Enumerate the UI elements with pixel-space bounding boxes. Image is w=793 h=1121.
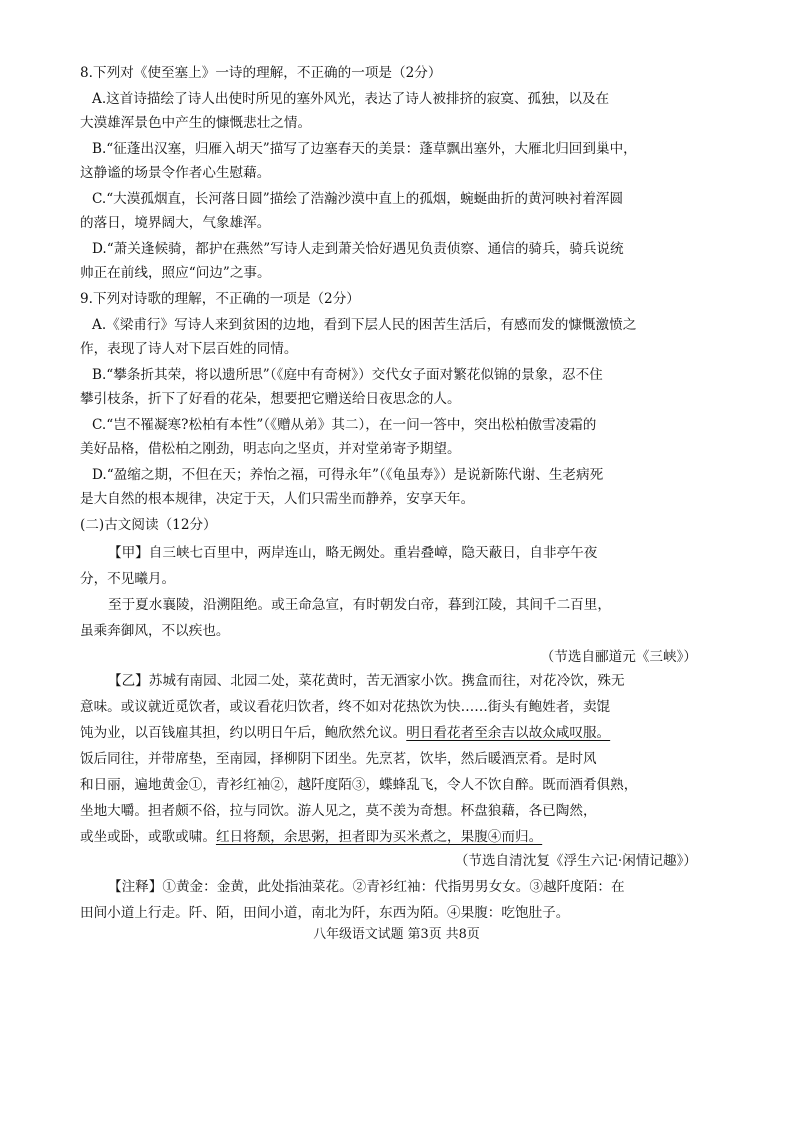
passage-jia-source: （节选自郦道元《三峡》）	[540, 649, 697, 665]
passage-yi-line3-text: 饨为业，以百钱雇其担，约以明日午后，鲍欣然允议。	[80, 725, 407, 741]
q9-option-a-line2: 作，表现了诗人对下层百姓的同情。	[80, 341, 298, 357]
page-footer: 八年级语文试题 第3页 共8页	[313, 927, 480, 942]
q8-option-a-line2: 大漠雄浑景色中产生的慷慨悲壮之情。	[80, 115, 312, 131]
passage-yi-line7	[80, 828, 542, 846]
q9-option-d-line1: D.“盈缩之期，不但在天；养怡之福，可得永年”（《龟虽寿》）是说新陈代谢、生老病死	[92, 467, 604, 483]
q9-stem: 9.下列对诗歌的理解，不正确的一项是（2分）	[80, 291, 360, 307]
passage-jia-line3: 至于夏水襄陵，沿溯阻绝。或王命急宣，有时朝发白帝，暮到江陵，其间千二百里，	[108, 597, 611, 613]
q8-option-b-line1: B.“征蓬出汉塞，归雁入胡天”描写了边塞春天的美景：蓬草飘出塞外，大雁北归回到巢中，	[92, 141, 637, 157]
q8-option-c-line1: C.“大漠孤烟直，长河落日圆”描绘了浩瀚沙漠中直上的孤烟，蜿蜒曲折的黄河映衬着浑圆	[92, 191, 624, 207]
annotation-line2: 田间小道上行走。阡、陌，田间小道，南北为阡，东西为陌。④果腹：吃饱肚子。	[80, 905, 570, 921]
passage-yi-source: （节选自清沈复《浮生六记·闲情记趣》）	[454, 853, 697, 869]
q9-option-c-line1: C.“岂不罹凝寒?松柏有本性”（《赠从弟》其二），在一问一答中，突出松柏傲雪凌霜的	[92, 417, 597, 433]
passage-yi-line3	[80, 724, 610, 742]
passage-yi-line2: 意味。或议就近觅饮者，或议看花归饮者，终不如对花热饮为快……街头有鲍姓者，卖馄	[80, 699, 611, 715]
underlined-sentence-2: 红日将颓，余思粥，担者即为买米煮之，果腹④而归。	[215, 829, 543, 845]
passage-yi-line4: 饭后同往，并带席垫，至南园，择柳阴下团坐。先烹茗，饮毕，然后暖酒烹肴。是时风	[80, 751, 597, 767]
q8-option-d-line1: D.“萧关逢候骑，都护在燕然”写诗人走到萧关恰好遇见负责侦察、通信的骑兵，骑兵说统	[92, 241, 624, 257]
passage-yi-line6: 坐地大嚼。担者颇不俗，拉与同饮。游人见之，莫不羡为奇想。杯盘狼藉，各已陶然，	[80, 803, 597, 819]
q9-option-c-line2: 美好品格，借松柏之刚劲，明志向之坚贞，并对堂弟寄予期望。	[80, 441, 461, 457]
annotation-line1: 【注释】①黄金：金黄，此处指油菜花。②青衫红袖：代指男男女女。③越阡度陌：在	[108, 879, 625, 895]
q8-option-d-line2: 帅正在前线，照应“问边”之事。	[80, 265, 271, 281]
underlined-sentence-1: 明日看花者至余吉以故众咸叹服。	[406, 725, 611, 741]
passage-yi-line5: 和日丽，遍地黄金①，青衫红袖②，越阡度陌③，蝶蜂乱飞，令人不饮自醉。既而酒肴俱熟，	[80, 777, 638, 793]
passage-jia-line2: 分，不见曦月。	[80, 571, 176, 587]
q8-option-b-line2: 这静谧的场景令作者心生慰藉。	[80, 165, 271, 181]
q9-option-b-line2: 攀引枝条，折下了好看的花朵，想要把它赠送给日夜思念的人。	[80, 391, 461, 407]
passage-jia-line1: 【甲】自三峡七百里中，两岸连山，略无阙处。重岩叠嶂，隐天蔽日，自非亭午夜	[108, 545, 598, 561]
q8-option-c-line2: 的落日，境界阔大，气象雄浑。	[80, 215, 271, 231]
passage-jia-line4: 虽乘奔御风，不以疾也。	[80, 623, 230, 639]
section-heading: (二)古文阅读（12分）	[80, 517, 217, 533]
passage-yi-line7-text: 或坐或卧，或歌或啸。	[80, 829, 216, 845]
passage-yi-line1: 【乙】苏城有南园、北园二处，菜花黄时，苦无酒家小饮。携盒而往，对花冷饮，殊无	[108, 673, 625, 689]
q8-option-a-line1: A.这首诗描绘了诗人出使时所见的塞外风光，表达了诗人被排挤的寂寞、孤独，以及在	[92, 91, 610, 107]
q9-option-b-line1: B.“攀条折其荣，将以遗所思”（《庭中有奇树》）交代女子面对繁花似锦的景象，忍不住	[92, 367, 603, 383]
q9-option-a-line1: A.《梁甫行》写诗人来到贫困的边地，看到下层人民的困苦生活后，有感而发的慷慨激愤之	[92, 317, 637, 333]
q8-stem: 8.下列对《使至塞上》一诗的理解，不正确的一项是（2分）	[80, 65, 442, 81]
q9-option-d-line2: 是大自然的根本规律，决定于天，人们只需坐而静养，安享天年。	[80, 491, 475, 507]
